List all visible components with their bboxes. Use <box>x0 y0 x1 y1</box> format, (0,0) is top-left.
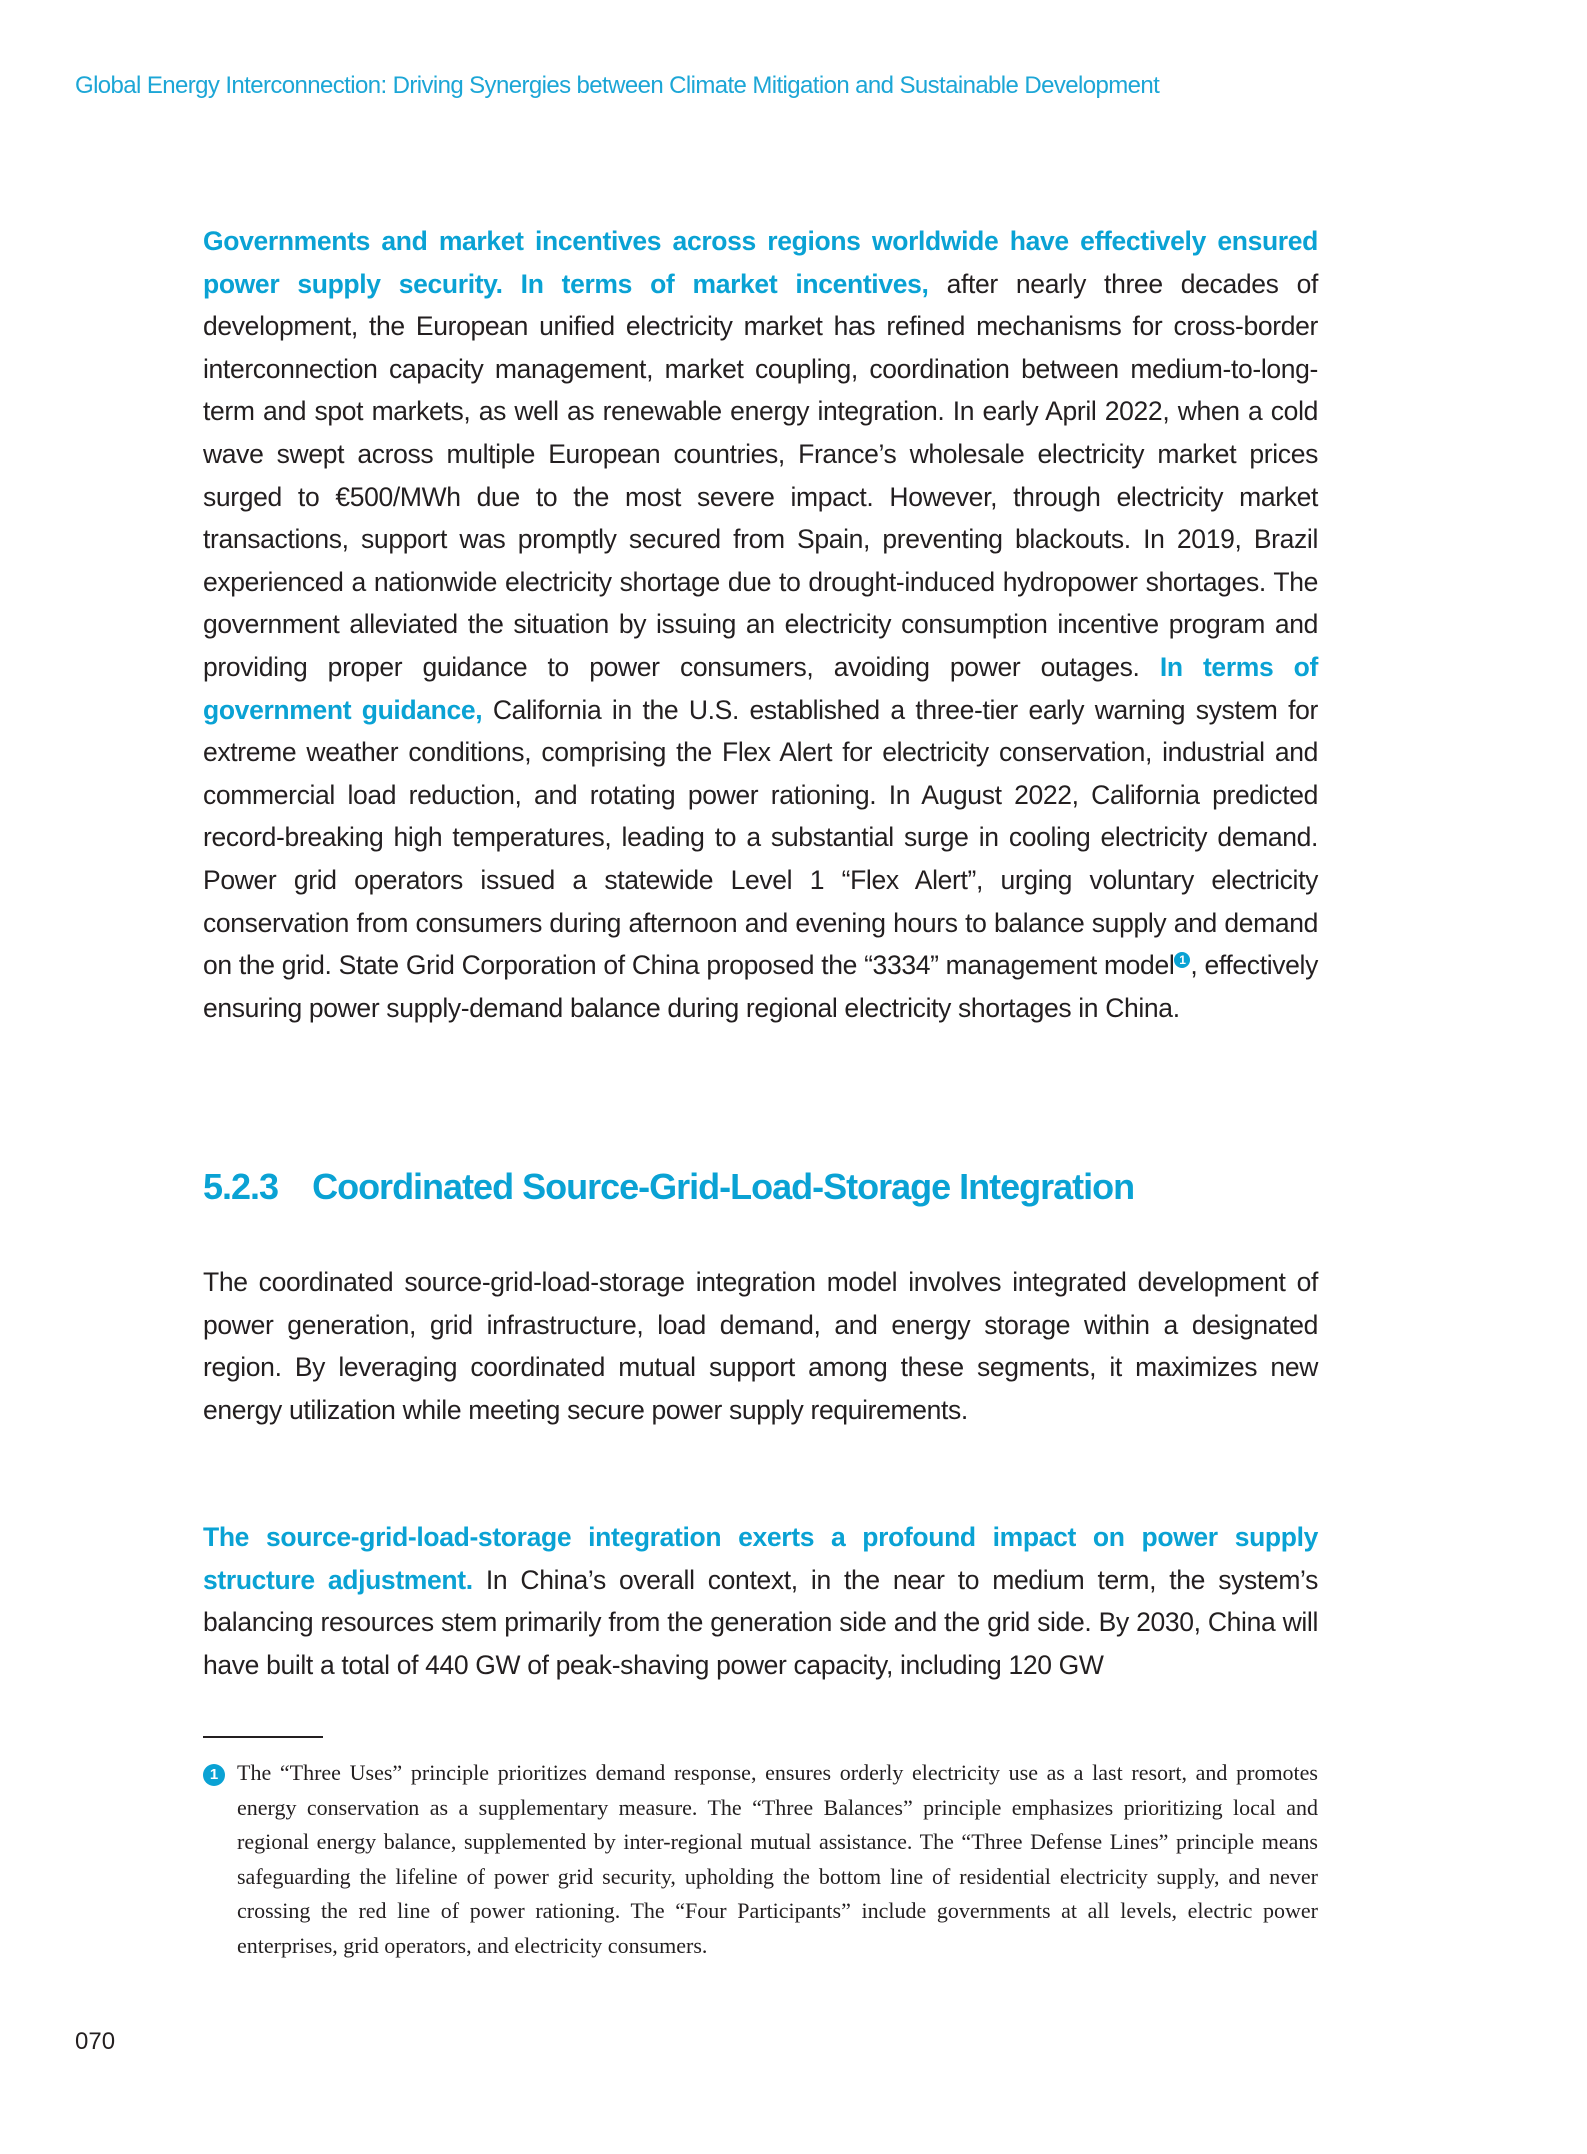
body-text: California in the U.S. established a three-tier early warning system for extreme weather conditions, comprising the Flex Alert for electricity conservation, industrial and commercial load reduction, and rotating power rationing. In August 2022, California predicted record-breaking high temperatures, leading to a substantial surge in cooling electricity demand. Power grid operators issued a statewide Level 1 “Flex Alert”, urging voluntary electricity conservation from consumers during afternoon and evening hours to balance supply and demand on the grid. State Grid Corporation of China proposed the “3334” management model <box>203 694 1318 981</box>
body-text: In China’s overall context, in the near to medium term, the system’s balancing resources stem primarily from the generation side and the grid side. By 2030, China will have built a total of 440 GW of peak-shaving power capacity, including 120 GW <box>203 1564 1318 1680</box>
page-number: 070 <box>75 2028 116 2055</box>
paragraph-integration-model <box>203 1261 1318 1431</box>
footnote-reference[interactable]: 1 <box>1174 952 1190 968</box>
section-number: 5.2.3 <box>203 1166 279 1207</box>
section-title: Coordinated Source-Grid-Load-Storage Integration <box>312 1166 1135 1207</box>
footnote-divider <box>203 1736 323 1738</box>
footnote-text: The “Three Uses” principle prioritizes demand response, ensures orderly electricity use as a last resort, and promotes energy conservation as a supplementary measure. The “Three Balances” principle emphasizes prioritizing local and regional energy balance, supplemented by inter-regional mutual assistance. The “Three Defense Lines” principle means safeguarding the lifeline of power grid security, upholding the bottom line of residential electricity supply, and never crossing the red line of power rationing. The “Four Participants” include governments at all levels, electric power enterprises, grid operators, and electricity consumers. <box>237 1760 1318 1958</box>
highlight-lead: Governments and market incentives across regions worldwide have effectively ensured power supply security. In terms of market incentives, <box>203 226 1318 299</box>
body-text: , effectively ensuring power supply-demand balance during regional electricity shortages in China. <box>203 950 1318 1023</box>
footnote-marker-icon: 1 <box>203 1764 225 1786</box>
section-heading <box>203 1166 1134 1208</box>
paragraph-text <box>203 1516 1318 1686</box>
running-header: Global Energy Interconnection: Driving Synergies between Climate Mitigation and Sustainable Development <box>75 72 1160 99</box>
paragraph-text <box>203 220 1318 1029</box>
paragraph-power-supply-security <box>203 220 1318 1029</box>
body-text: after nearly three decades of development, the European unified electricity market has refined mechanisms for cross-border interconnection capacity management, market coupling, coordination between medium-to-long-term and spot markets, as well as renewable energy integration. In early April 2022, when a cold wave swept across multiple European countries, France’s wholesale electricity market prices surged to €500/MWh due to the most severe impact. However, through electricity market transactions, support was promptly secured from Spain, preventing blackouts. In 2019, Brazil experienced a nationwide electricity shortage due to drought-induced hydropower shortages. The government alleviated the situation by issuing an electricity consumption incentive program and providing proper guidance to power consumers, avoiding power outages. <box>203 268 1318 682</box>
paragraph-text: The coordinated source-grid-load-storage integration model involves integrated development of power generation, grid infrastructure, load demand, and energy storage within a designated region. By leveraging coordinated mutual support among these segments, it maximizes new energy utilization while meeting secure power supply requirements. <box>203 1267 1318 1425</box>
highlight-lead: The source-grid-load-storage integration exerts a profound impact on power supply structure adjustment. <box>203 1522 1318 1595</box>
footnote <box>203 1756 1318 1963</box>
paragraph-structure-adjustment <box>203 1516 1318 1686</box>
highlight-government-guidance: In terms of government guidance, <box>203 651 1318 725</box>
